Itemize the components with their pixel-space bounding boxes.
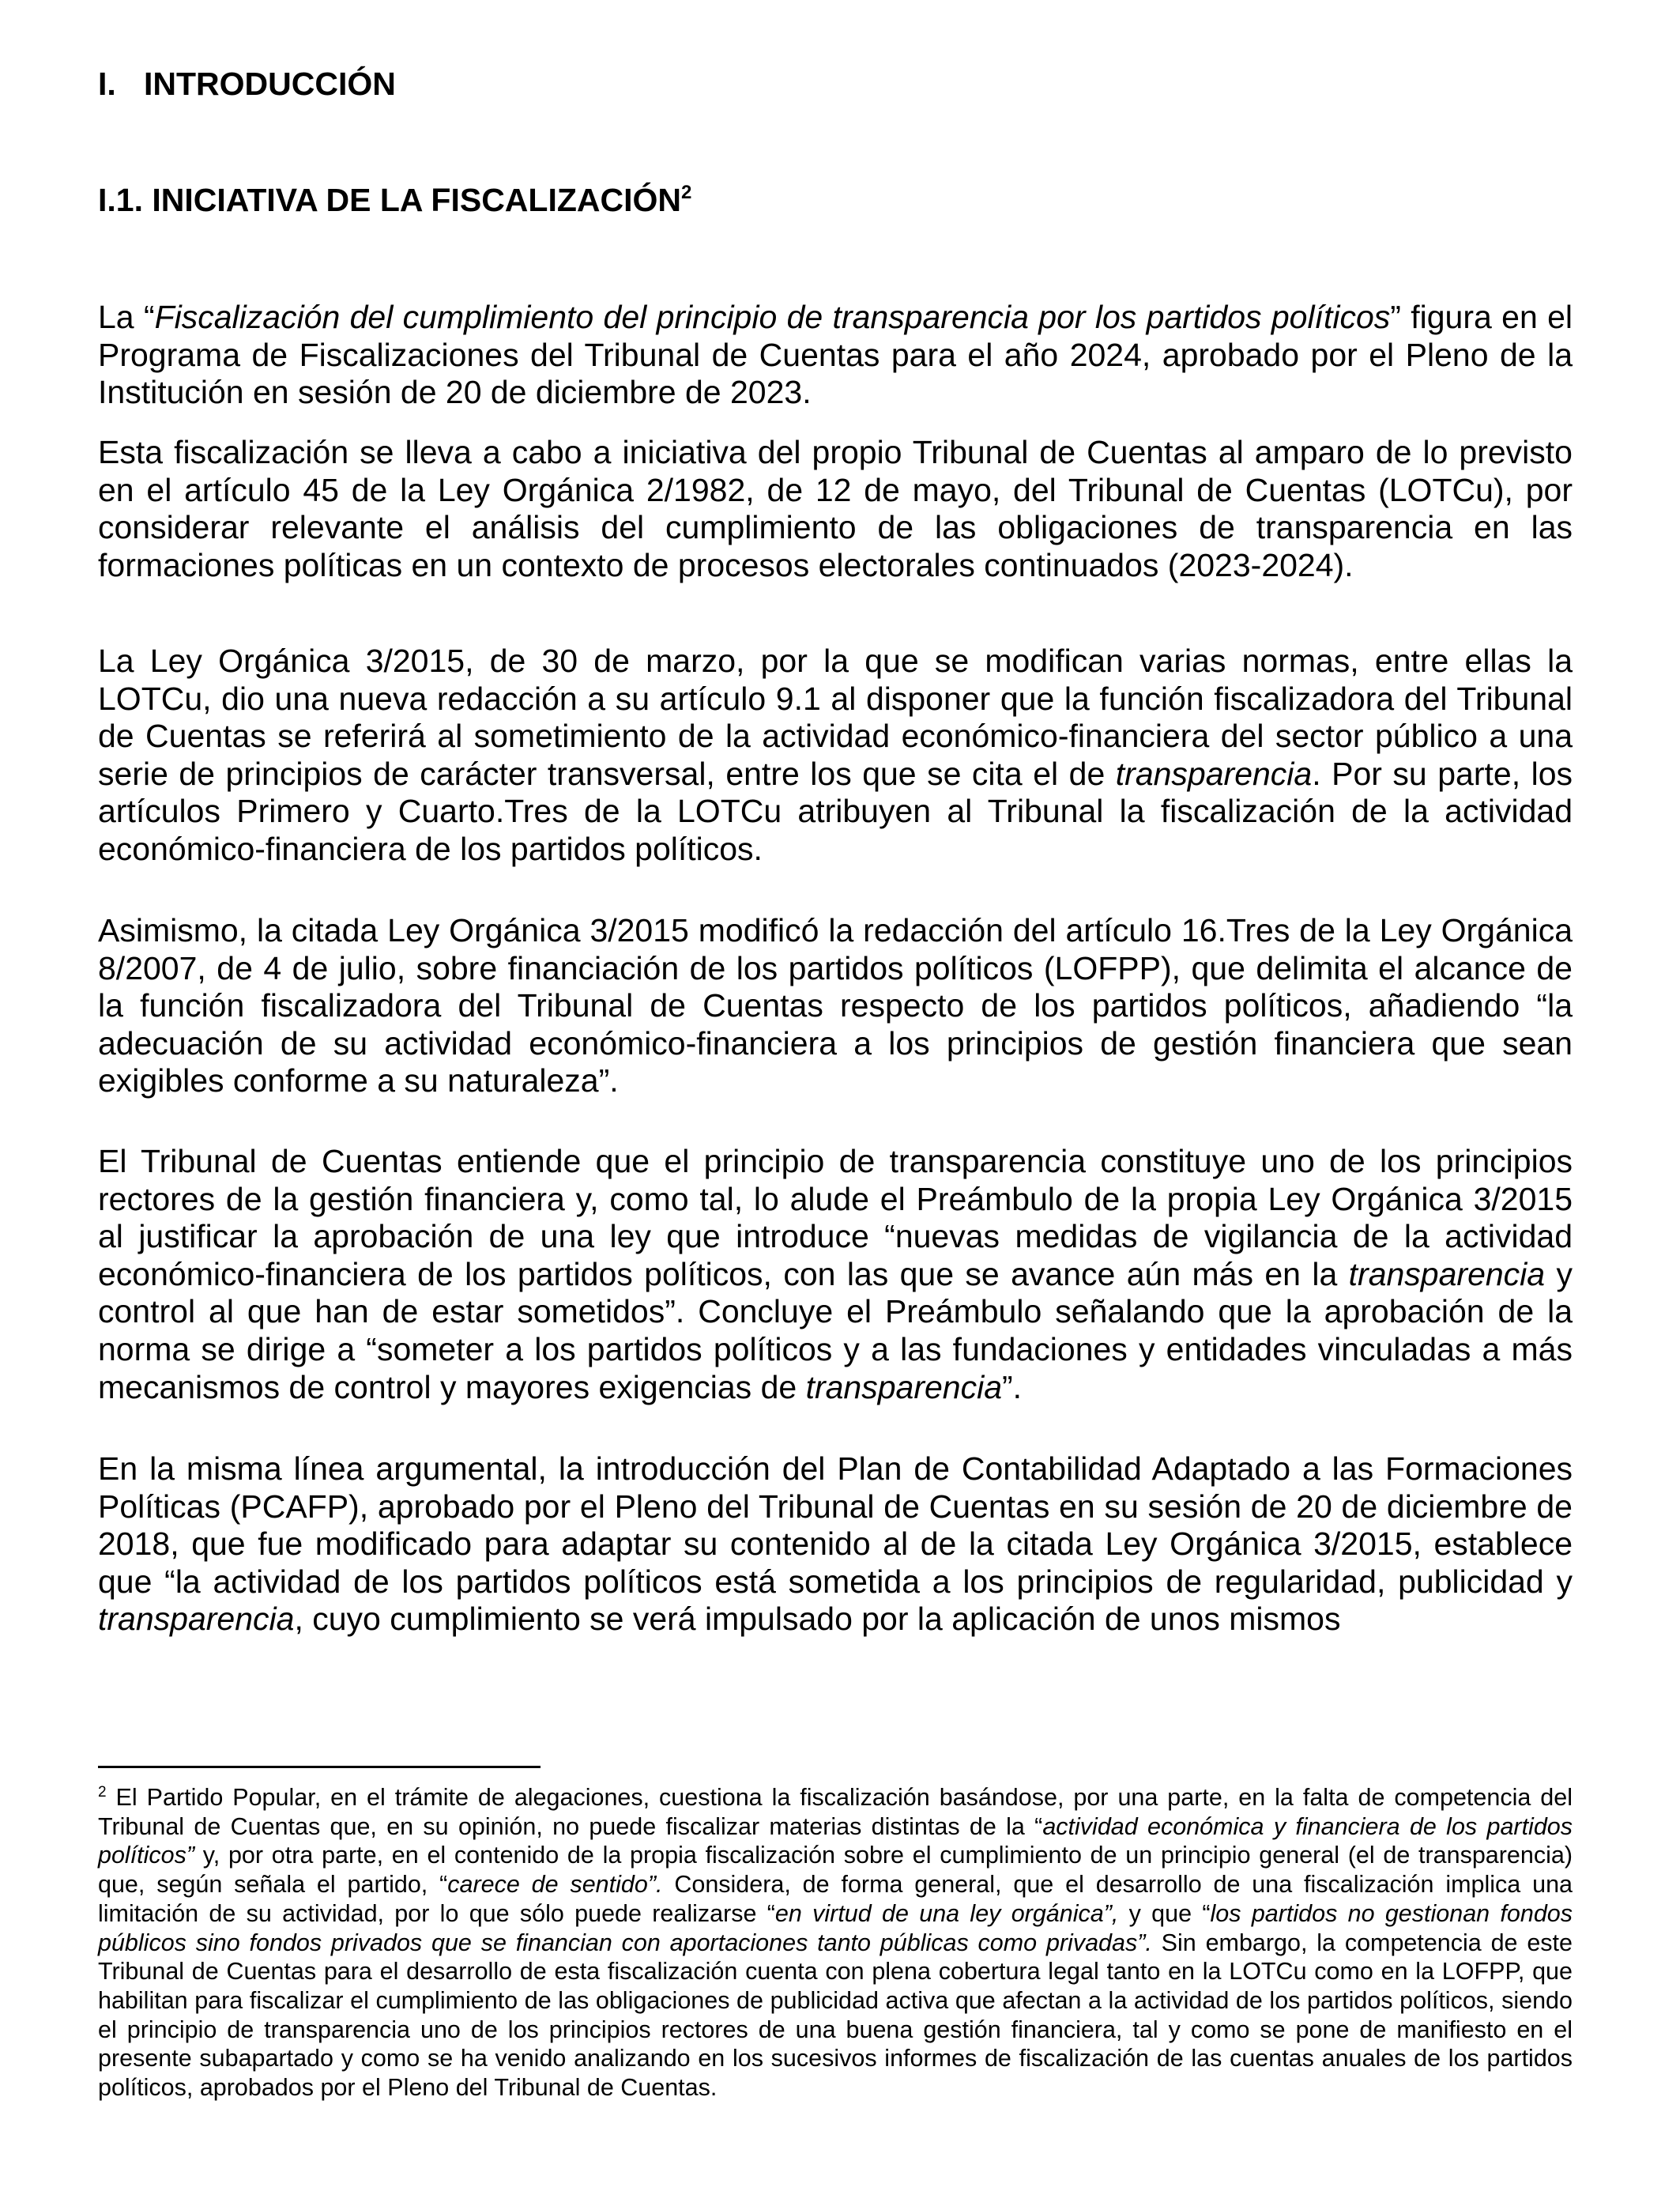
paragraph xyxy=(98,299,1573,412)
italic-text-segment: transparencia xyxy=(805,1368,1003,1405)
text-segment: El Partido Popular, en el trámite de alegaciones, cuestiona la fiscalización basándose, por una parte, en la falta de competencia del Tribunal de Cuentas que, en su opinión, no puede fiscalizar materias distintas de la “ xyxy=(98,1784,1573,1840)
italic-text-segment: los partidos no gestionan fondos públicos sino fondos privados que se financian con aportaciones tanto públicas como privadas”. xyxy=(98,1899,1573,1956)
subsection-heading xyxy=(98,182,1573,219)
italic-text-segment: transparencia xyxy=(1115,755,1313,792)
text-segment: y, por otra parte, en el contenido de la propia fiscalización sobre el cumplimiento de un principio general (el de transparencia) que, según señala el partido, “ xyxy=(98,1842,1573,1899)
footnote-number: 2 xyxy=(98,1784,107,1801)
paragraph xyxy=(98,434,1573,584)
italic-text-segment: transparencia xyxy=(1348,1255,1546,1292)
text-segment: La Ley Orgánica 3/2015, de 30 de marzo, por la que se modifican varias normas, entre ellas la LOTCu, dio una nueva redacción a su artículo 9.1 al disponer que la función fiscalizadora del Tribunal de Cuentas se referirá al sometimiento de la actividad económico-financiera del sector público a una serie de principios de carácter transversal, entre los que se cita el de xyxy=(98,643,1573,792)
text-segment: y que “ xyxy=(1118,1899,1211,1927)
subsection-title: I.1. INICIATIVA DE LA FISCALIZACIÓN xyxy=(98,182,681,218)
section-heading xyxy=(98,66,1573,103)
italic-text-segment: transparencia xyxy=(98,1601,295,1638)
section-title: INTRODUCCIÓN xyxy=(144,66,396,102)
text-segment: El Tribunal de Cuentas entiende que el principio de transparencia constituye uno de los principios rectores de la gestión financiera y, como tal, lo alude el Preámbulo de la propia Ley Orgánica 3/2015 al justificar la aprobación de una ley que introduce “nuevas medidas de vigilancia de la actividad económico-financiera de los partidos políticos, con las que se avance aún más en la xyxy=(98,1143,1573,1292)
text-segment: La “ xyxy=(98,299,155,335)
text-segment: Considera, de forma general, que el desarrollo de una fiscalización implica una limitación de su actividad, por lo que sólo puede realizarse “ xyxy=(98,1871,1573,1927)
text-segment: ”. xyxy=(1002,1368,1023,1405)
text-segment: Sin embargo, la competencia de este Tribunal de Cuentas para el desarrollo de esta fiscalización cuenta con plena cobertura legal tanto en la LOTCu como en la LOFPP, que habilitan para fiscalizar el cumplimiento de las obligaciones de publicidad activa que afectan a la actividad de los partidos políticos, siendo el principio de transparencia uno de los principios rectores de una buena gestión financiera, tal y como se pone de manifiesto en el presente subapartado y como se ha venido analizando en los sucesivos informes de fiscalización de las cuentas anuales de los partidos políticos, aprobados por el Pleno del Tribunal de Cuentas. xyxy=(98,1929,1573,2102)
paragraph xyxy=(98,912,1573,1100)
text-segment: Asimismo, la citada Ley Orgánica 3/2015 modificó la redacción del artículo 16.Tres de la Ley Orgánica 8/2007, de 4 de julio, sobre financiación de los partidos políticos (LOFPP), que delimita el alcance de la función fiscalizadora del Tribunal de Cuentas respecto de los partidos políticos, añadiendo “la adecuación de su actividad económico-financiera a los principios de gestión financiera que sean exigibles conforme a su naturaleza”. xyxy=(98,912,1573,1099)
italic-text-segment: en virtud de una ley orgánica”, xyxy=(774,1899,1119,1927)
section-number: I. xyxy=(98,66,116,102)
text-segment: , cuyo cumplimiento se verá impulsado por la aplicación de unos mismos xyxy=(294,1601,1341,1638)
footnote xyxy=(98,1783,1573,2102)
text-segment: . Por su parte, los artículos Primero y Cuarto.Tres de la LOTCu atribuyen al Tribunal la fiscalización de la actividad económico-financiera de los partidos políticos. xyxy=(98,755,1573,867)
footnote-separator xyxy=(98,1766,541,1768)
italic-text-segment: Fiscalización del cumplimiento del principio de transparencia por los partidos políticos xyxy=(154,299,1391,335)
italic-text-segment: carece de sentido”. xyxy=(447,1871,663,1899)
footnote-reference[interactable]: 2 xyxy=(681,182,692,203)
text-segment: ” figura en el Programa de Fiscalizaciones del Tribunal de Cuentas para el año 2024, aprobado por el Pleno de la Institución en sesión de 20 de diciembre de 2023. xyxy=(98,299,1573,411)
text-segment: y control al que han de estar sometidos”. Concluye el Preámbulo señalando que la aprobación de la norma se dirige a “someter a los partidos políticos y a las fundaciones y entidades vinculadas a más mecanismos de control y mayores exigencias de xyxy=(98,1255,1573,1405)
footnote-text xyxy=(98,1784,1573,2101)
text-segment: Esta fiscalización se lleva a cabo a iniciativa del propio Tribunal de Cuentas al amparo de lo previsto en el artículo 45 de la Ley Orgánica 2/1982, de 12 de mayo, del Tribunal de Cuentas (LOTCu), por considerar relevante el análisis del cumplimiento de las obligaciones de transparencia en las formaciones políticas en un contexto de procesos electorales continuados (2023-2024). xyxy=(98,434,1573,583)
paragraph xyxy=(98,1450,1573,1639)
italic-text-segment: actividad económica y financiera de los partidos políticos” xyxy=(98,1812,1573,1869)
paragraph xyxy=(98,1143,1573,1406)
text-segment: En la misma línea argumental, la introducción del Plan de Contabilidad Adaptado a las Formaciones Políticas (PCAFP), aprobado por el Pleno del Tribunal de Cuentas en su sesión de 20 de diciembre de 2018, que fue modificado para adaptar su contenido al de la citada Ley Orgánica 3/2015, establece que “la actividad de los partidos políticos está sometida a los principios de regularidad, publicidad y xyxy=(98,1450,1573,1600)
paragraph xyxy=(98,643,1573,869)
